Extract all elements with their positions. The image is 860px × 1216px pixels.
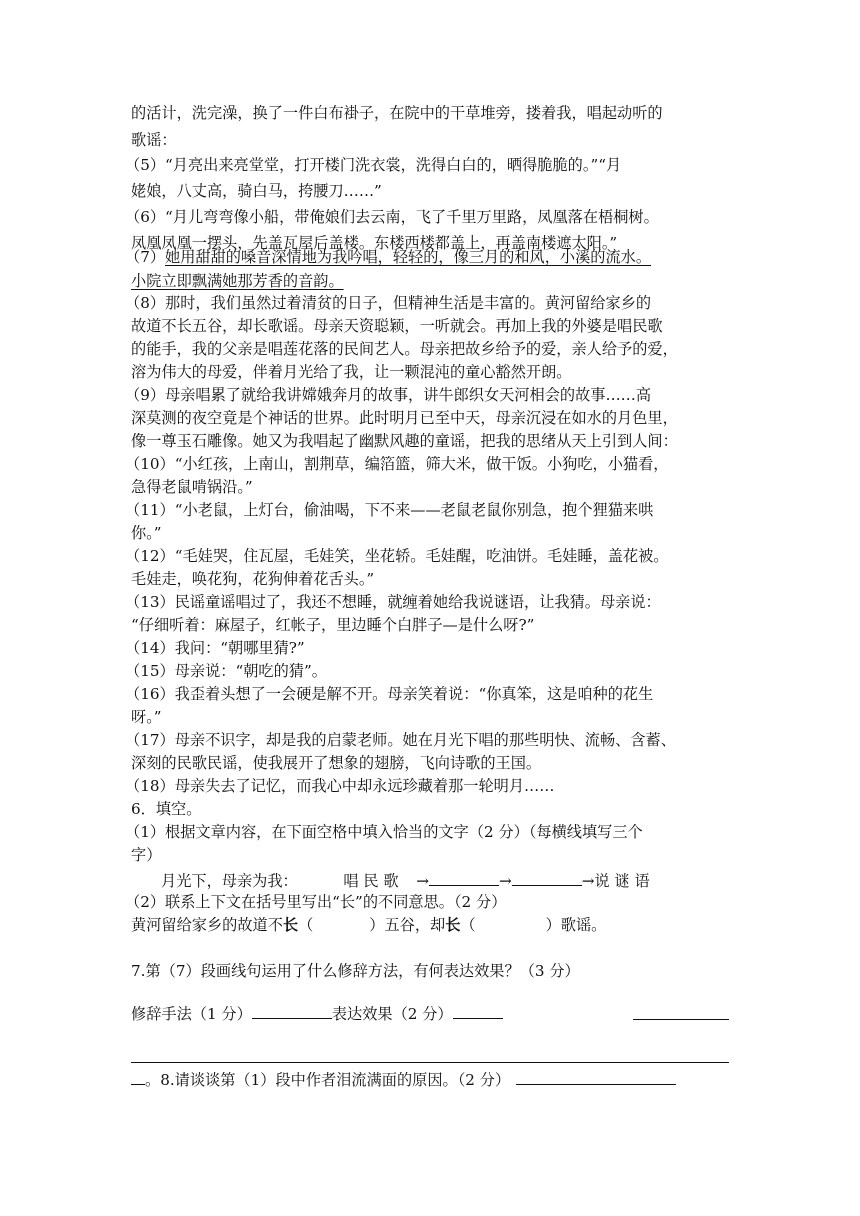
sequence-answer-blank-2[interactable] [512, 869, 582, 886]
question-6-1-line-2: 字） [131, 846, 162, 864]
paragraph-17-line-1: （17）母亲不识字，却是我的启蒙老师。她在月光下唱的那些明快、流畅、含蓄、 [125, 731, 676, 749]
paragraph-7-number: （7） [125, 248, 166, 266]
paragraph-14: （14）我问：“朝哪里猜?” [125, 639, 305, 657]
paragraph-5-line-2: 姥娘，八丈高，骑白马，挎腰刀……” [131, 182, 382, 200]
effect-answer-blank-2[interactable] [633, 1019, 729, 1020]
intro-line-1: 的活计，洗完澡，换了一件白布褂子，在院中的干草堆旁，搂着我，唱起动听的 [131, 104, 663, 122]
arrow-icon: → [498, 872, 512, 890]
rhetoric-label: 修辞手法（1 分） [131, 1005, 252, 1023]
sequence-end-label: 说 谜 语 [594, 872, 650, 890]
paragraph-18: （18）母亲失去了记忆，而我心中却永远珍藏着那一轮明月…… [125, 777, 555, 795]
question-6-1-line-1: （1）根据文章内容，在下面空格中填入恰当的文字（2 分）（每横线填写三个 [125, 823, 643, 841]
arrow-icon: → [581, 872, 595, 890]
emphasis-chang-2: 长 [445, 916, 461, 934]
continuation-answer-blank[interactable] [131, 1068, 145, 1085]
paragraph-6-line-2: 凤凰凤凰一摆头，先盖瓦屋后盖楼。东楼西楼都盖上，再盖南楼遮太阳。” [131, 234, 618, 252]
paragraph-7-line-1 [125, 246, 651, 268]
paragraph-13-line-1: （13）民谣童谣唱过了，我还不想睡，就缠着她给我说谜语，让我猜。母亲说： [125, 593, 661, 611]
paragraph-12-line-2: 毛娃走，唤花狗，花狗伸着花舌头。” [131, 570, 375, 588]
question-6-2-line-1: （2）联系上下文在括号里写出“长”的不同意思。（2 分） [125, 893, 507, 911]
question-8-line [131, 1068, 676, 1090]
paragraph-9-line-1: （9）母亲唱累了就给我讲嫦娥奔月的故事，讲牛郎织女天河相会的故事……高 [125, 386, 652, 404]
open-paren-1: （ [298, 916, 314, 934]
paragraph-5-line-1: （5）“月亮出来亮堂堂，打开楼门洗衣裳，洗得白白的，晒得脆脆的。”“月 [125, 156, 622, 174]
paragraph-8-line-1: （8）那时，我们虽然过着清贫的日子，但精神生活是丰富的。黄河留给家乡的 [125, 294, 652, 312]
question-8-answer-blank[interactable] [516, 1068, 676, 1085]
paragraph-15: （15）母亲说：“朝吃的猜”。 [125, 662, 327, 680]
paragraph-9-line-3: 像一尊玉石雕像。她又为我唱起了幽默风趣的童谣，把我的思绪从天上引到人间： [131, 432, 678, 450]
paragraph-8-line-2: 故道不长五谷，却长歌谣。母亲天资聪颖，一听就会。再加上我的外婆是唱民歌 [131, 317, 663, 335]
effect-label: 表达效果（2 分） [331, 1005, 453, 1023]
question-6-2-line-2 [131, 914, 606, 936]
emphasis-chang-1: 长 [282, 916, 299, 934]
paragraph-8-line-4: 溶为伟大的母爱，伴着月光给了我，让一颗混沌的童心豁然开朗。 [131, 363, 572, 381]
question-6-2-text-c: ）歌谣。 [545, 916, 607, 934]
paragraph-17-line-2: 深刻的民歌民谣，使我展开了想象的翅膀，飞向诗歌的王国。 [131, 754, 542, 772]
paragraph-11-line-2: 你。” [131, 524, 162, 542]
question-8-prefix: 。 [145, 1071, 161, 1089]
question-6-title: 6．填空。 [131, 800, 202, 818]
paragraph-7-underlined-sentence-2: 小院立即飘满她那芳香的音韵。 [131, 272, 344, 290]
question-6-2-text-b: ）五谷，却 [369, 916, 446, 934]
paragraph-7-underlined-sentence-1: 她用甜甜的嗓音深情地为我吟唱，轻轻的，像三月的和风，小溪的流水。 [165, 248, 652, 266]
paragraph-16-line-1: （16）我歪着头想了一会硬是解不开。母亲笑着说：“你真笨，这是咱种的花生 [125, 685, 654, 703]
paragraph-9-line-2: 深莫测的夜空竟是个神话的世界。此时明月已至中天，母亲沉浸在如水的月色里， [131, 409, 678, 427]
sequence-answer-blank-1[interactable] [429, 869, 499, 886]
paragraph-8-line-3: 的能手，我的父亲是唱莲花落的民间艺人。母亲把故乡给予的爱，亲人给予的爱， [131, 340, 678, 358]
question-8-title: 8.请谈谈第（1）段中作者泪流满面的原因。（2 分） [160, 1071, 511, 1089]
paragraph-12-line-1: （12）“毛娃哭，住瓦屋，毛娃笑，坐花轿。毛娃醒，吃油饼。毛娃睡，盖花被。 [125, 547, 669, 565]
question-6-2-text-a: 黄河留给家乡的故道不 [131, 916, 283, 934]
rhetoric-answer-blank[interactable] [252, 1002, 332, 1019]
paragraph-11-line-1: （11）“小老鼠，上灯台，偷油喝，下不来——老鼠老鼠你别急，抱个狸猫来哄 [125, 501, 654, 519]
paragraph-7-line-2 [131, 270, 344, 292]
effect-answer-blank-1[interactable] [453, 1002, 503, 1019]
arrow-icon: → [416, 872, 429, 890]
question-7-answer-line [131, 1002, 503, 1024]
paragraph-13-line-2: “仔细听着：麻屋子，红帐子，里边睡个白胖子—是什么呀?” [131, 616, 535, 634]
intro-line-2: 歌谣： [131, 131, 177, 149]
paragraph-6-line-1: （6）“月儿弯弯像小船，带俺娘们去云南，飞了千里万里路，凤凰落在梧桐树。 [125, 208, 659, 226]
sequence-start-label: 月光下，母亲为我： [161, 872, 298, 890]
question-6-1-sequence [161, 869, 650, 891]
open-paren-2: （ [460, 916, 476, 934]
sequence-item-sing-folk-songs: 唱 民 歌 [343, 872, 399, 890]
answer-rule-full-width[interactable] [131, 1062, 729, 1063]
paragraph-10-line-2: 急得老鼠啃锅沿。” [131, 478, 253, 496]
paragraph-10-line-1: （10）“小红孩，上南山，割荆草，编箔篮，筛大米，做干饭。小狗吃，小猫看， [125, 455, 669, 473]
paragraph-16-line-2: 呀。” [131, 708, 162, 726]
question-7-title: 7.第（7）段画线句运用了什么修辞方法，有何表达效果？（3 分） [131, 962, 580, 980]
